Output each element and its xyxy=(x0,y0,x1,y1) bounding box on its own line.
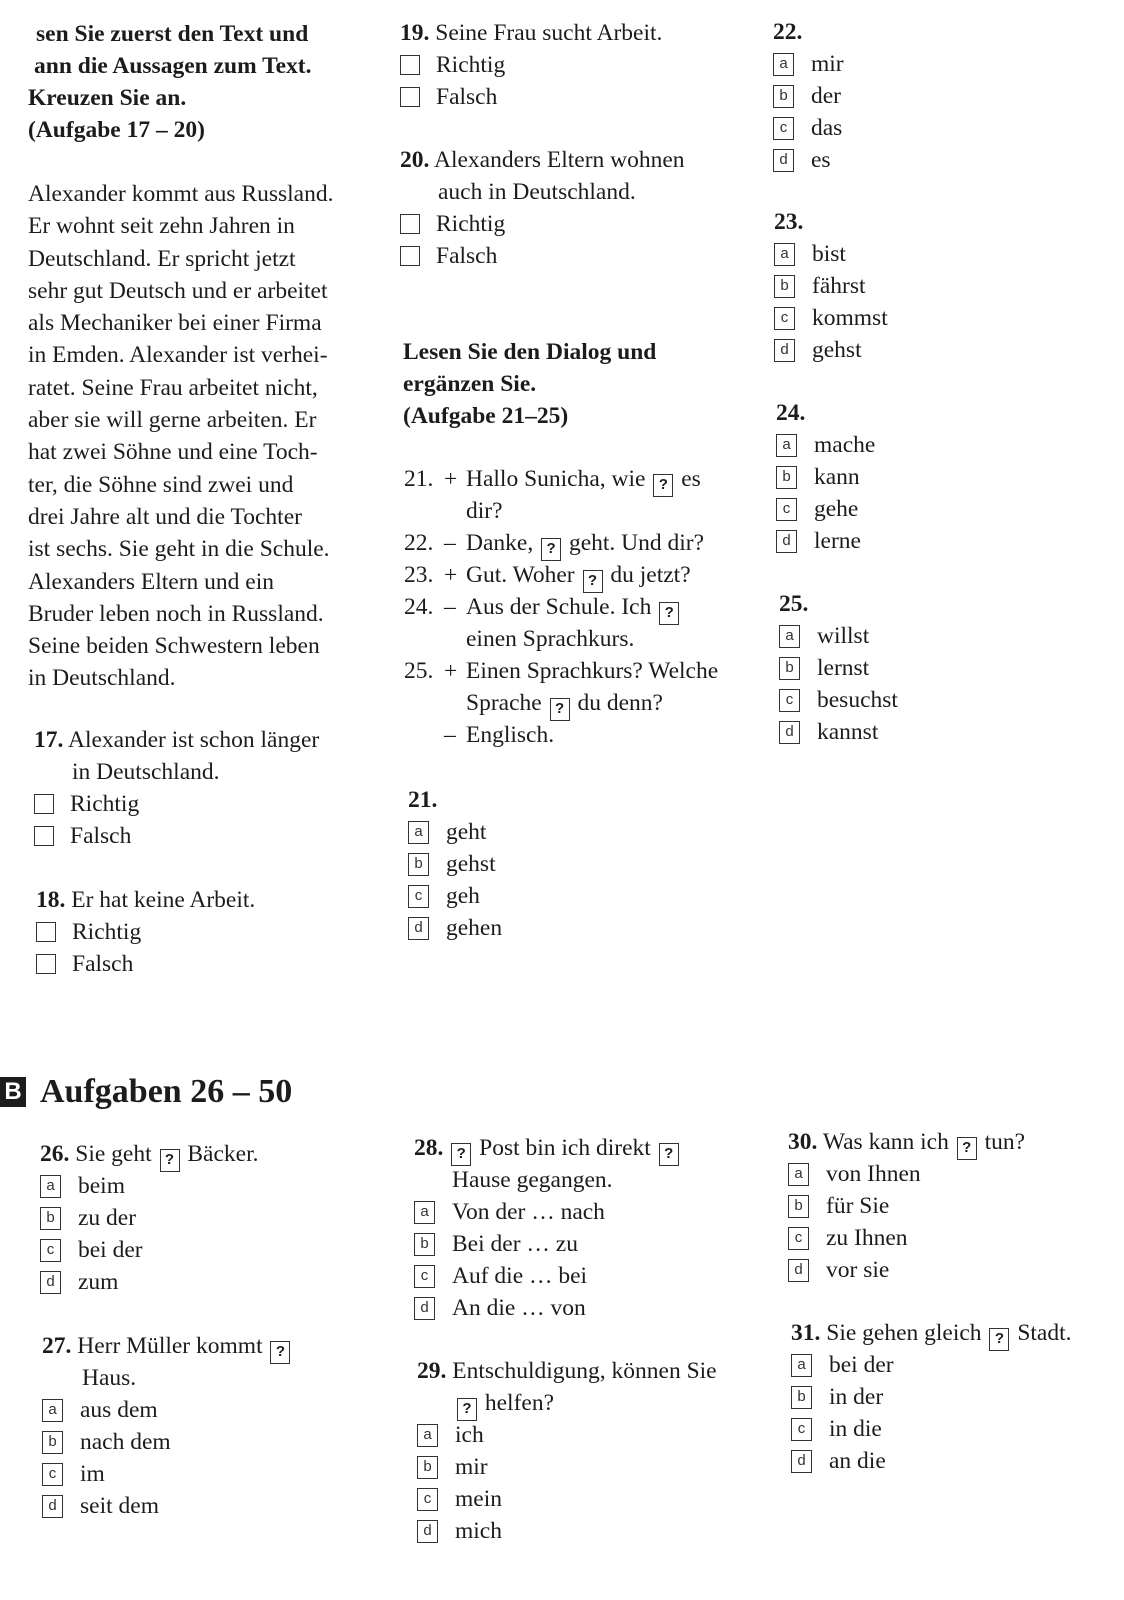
option-text: gehe xyxy=(814,496,859,522)
option-letter-box[interactable]: b xyxy=(774,275,795,298)
option-label: Richtig xyxy=(436,52,506,78)
option-letter-box[interactable]: c xyxy=(42,1463,63,1486)
text-line: Alexanders Eltern und ein xyxy=(28,568,275,595)
instruction-line: Lesen Sie den Dialog und xyxy=(403,339,657,365)
option-text: willst xyxy=(817,623,870,649)
option-text: seit dem xyxy=(80,1493,159,1519)
dialog-text: Hallo Sunicha, wie xyxy=(466,466,646,492)
option-b[interactable] xyxy=(779,652,898,684)
option-a[interactable] xyxy=(408,816,502,848)
question-number: 26. xyxy=(40,1141,70,1167)
text-line: ist sechs. Sie geht in die Schule. xyxy=(28,536,330,563)
checkbox[interactable] xyxy=(400,246,420,266)
option-letter-box[interactable]: b xyxy=(773,85,794,108)
option-letter-box[interactable]: c xyxy=(788,1227,809,1250)
text-line: aber sie will gerne arbeiten. Er xyxy=(28,407,317,434)
option-text: mein xyxy=(455,1486,502,1512)
option-letter-box[interactable]: b xyxy=(408,853,429,876)
question-text: Stadt. xyxy=(1017,1320,1072,1346)
text-line: drei Jahre alt und die Tochter xyxy=(28,503,302,530)
question-text: tun? xyxy=(984,1129,1026,1155)
text-line: als Mechaniker bei einer Firma xyxy=(28,310,322,337)
dialog-sign: + xyxy=(444,658,458,684)
option-letter-box[interactable]: a xyxy=(42,1399,63,1422)
option-richtig[interactable] xyxy=(34,788,319,820)
dialog-text: Gut. Woher xyxy=(466,562,575,588)
text-line: sehr gut Deutsch und er arbeitet xyxy=(28,277,328,304)
gap-box[interactable]: ? xyxy=(989,1328,1009,1351)
option-a[interactable] xyxy=(791,1349,1072,1381)
dialog-sign: – xyxy=(444,594,456,620)
option-text: zu Ihnen xyxy=(826,1225,908,1251)
option-text: in der xyxy=(829,1384,884,1410)
gap-box[interactable]: ? xyxy=(457,1398,477,1421)
option-text: bei der xyxy=(78,1237,143,1263)
option-label: Falsch xyxy=(70,823,132,849)
option-b[interactable] xyxy=(417,1451,717,1483)
text-line: Alexander kommt aus Russland. xyxy=(28,181,334,207)
option-label: Richtig xyxy=(436,211,506,237)
option-text: für Sie xyxy=(826,1193,890,1219)
gap-box[interactable]: ? xyxy=(550,698,570,721)
option-text: zum xyxy=(78,1269,119,1295)
option-label: Falsch xyxy=(72,951,134,977)
dialog-number: 21. xyxy=(404,466,434,492)
option-text: An die … von xyxy=(452,1295,586,1321)
option-d[interactable] xyxy=(773,144,844,176)
dialog-text: es xyxy=(681,466,701,492)
question-number: 25. xyxy=(779,591,809,617)
question-text: Alexanders Eltern wohnen xyxy=(433,147,685,173)
option-letter-box[interactable]: b xyxy=(791,1386,812,1409)
option-letter-box[interactable]: a xyxy=(414,1201,435,1224)
option-c[interactable] xyxy=(773,112,844,144)
text-line: Deutschland. Er spricht jetzt xyxy=(28,245,296,272)
dialog-text: Aus der Schule. Ich xyxy=(466,594,652,620)
question-number: 27. xyxy=(42,1333,72,1359)
dialog-text: Sprache xyxy=(466,690,542,716)
option-letter-box[interactable]: d xyxy=(417,1520,438,1543)
question-number: 17. xyxy=(34,727,64,753)
option-letter-box[interactable]: c xyxy=(414,1265,435,1288)
option-a[interactable] xyxy=(779,620,898,652)
question-text: Sie geht xyxy=(75,1141,152,1167)
option-text: der xyxy=(811,83,842,109)
option-text: geht xyxy=(446,819,487,845)
text-line: in Emden. Alexander ist verhei- xyxy=(28,342,328,369)
checkbox[interactable] xyxy=(400,55,420,75)
dialog-sign: – xyxy=(444,722,456,748)
option-richtig[interactable] xyxy=(400,208,685,240)
option-text: mache xyxy=(814,432,876,458)
question-27 xyxy=(42,1330,292,1522)
option-a[interactable] xyxy=(414,1196,681,1228)
question-18 xyxy=(36,884,255,980)
option-d[interactable] xyxy=(788,1254,1025,1286)
option-letter-box[interactable]: c xyxy=(791,1418,812,1441)
option-text: bist xyxy=(812,241,846,267)
section-b-header xyxy=(0,1073,292,1111)
option-c[interactable] xyxy=(779,684,898,716)
choice-25 xyxy=(779,588,898,748)
text-line: ratet. Seine Frau arbeitet nicht, xyxy=(28,374,318,401)
option-letter-box[interactable]: c xyxy=(40,1239,61,1262)
option-letter-box[interactable]: d xyxy=(773,149,794,172)
dialog-number: 22. xyxy=(404,530,434,556)
option-c[interactable] xyxy=(776,493,875,525)
dialog-number: 24. xyxy=(404,594,434,620)
dialog-text: du jetzt? xyxy=(610,562,691,588)
option-richtig[interactable] xyxy=(36,916,255,948)
option-letter-box[interactable]: d xyxy=(791,1450,812,1473)
option-c[interactable] xyxy=(788,1222,1025,1254)
option-d[interactable] xyxy=(791,1445,1072,1477)
question-17 xyxy=(34,724,319,852)
option-d[interactable] xyxy=(774,334,888,366)
option-text: ich xyxy=(455,1422,484,1448)
option-falsch[interactable] xyxy=(400,240,685,272)
dialog-text: du denn? xyxy=(577,690,663,716)
instruction-line: ann die Aussagen zum Text. xyxy=(34,53,312,79)
question-30 xyxy=(788,1126,1025,1286)
text-line: ter, die Söhne sind zwei und xyxy=(28,471,294,498)
gap-box[interactable]: ? xyxy=(583,570,603,593)
option-letter-box[interactable]: c xyxy=(417,1488,438,1511)
question-number: 31. xyxy=(791,1320,821,1346)
question-text: Sie gehen gleich xyxy=(826,1320,982,1346)
option-text: nach dem xyxy=(80,1429,171,1455)
option-text: Bei der … zu xyxy=(452,1231,578,1257)
dialog-line-21 xyxy=(404,463,718,495)
option-text: aus dem xyxy=(80,1397,158,1423)
question-number: 18. xyxy=(36,887,66,913)
option-text: fährst xyxy=(812,273,866,299)
option-b[interactable] xyxy=(774,270,888,302)
option-letter-box[interactable]: a xyxy=(774,243,795,266)
choice-23 xyxy=(774,206,888,366)
question-number: 24. xyxy=(776,400,806,426)
question-number: 22. xyxy=(773,19,803,45)
dialog-sign: + xyxy=(444,466,458,492)
option-d[interactable] xyxy=(40,1266,259,1298)
option-letter-box[interactable]: a xyxy=(779,625,800,648)
option-b[interactable] xyxy=(414,1228,681,1260)
option-label: Richtig xyxy=(70,791,140,817)
option-letter-box[interactable]: c xyxy=(779,689,800,712)
option-letter-box[interactable]: a xyxy=(40,1175,61,1198)
text-line: hat zwei Söhne und eine Toch- xyxy=(28,439,318,466)
option-text: beim xyxy=(78,1173,125,1199)
question-text: helfen? xyxy=(484,1390,555,1416)
option-letter-box[interactable]: c xyxy=(773,117,794,140)
option-letter-box[interactable]: c xyxy=(776,498,797,521)
option-d[interactable] xyxy=(417,1515,717,1547)
option-text: an die xyxy=(829,1448,886,1474)
gap-box[interactable]: ? xyxy=(541,538,561,561)
question-text: auch in Deutschland. xyxy=(438,179,636,205)
question-number: 20. xyxy=(400,147,430,173)
option-b[interactable] xyxy=(776,461,875,493)
checkbox[interactable] xyxy=(34,826,54,846)
option-text: in die xyxy=(829,1416,882,1442)
option-text: kann xyxy=(814,464,860,490)
option-d[interactable] xyxy=(776,525,875,557)
option-b[interactable] xyxy=(773,80,844,112)
option-letter-box[interactable]: b xyxy=(788,1195,809,1218)
option-c[interactable] xyxy=(42,1458,292,1490)
dialog-text: Englisch. xyxy=(466,722,555,748)
checkbox[interactable] xyxy=(400,87,420,107)
question-28 xyxy=(414,1132,681,1324)
checkbox[interactable] xyxy=(36,954,56,974)
option-letter-box[interactable]: a xyxy=(791,1354,812,1377)
question-text: in Deutschland. xyxy=(72,759,220,785)
option-text: bei der xyxy=(829,1352,894,1378)
option-d[interactable] xyxy=(414,1292,681,1324)
gap-box[interactable]: ? xyxy=(270,1341,290,1364)
option-text: kommst xyxy=(812,305,888,331)
question-number: 30. xyxy=(788,1129,818,1155)
option-label: Richtig xyxy=(72,919,142,945)
question-20 xyxy=(400,144,685,272)
dialog-number: 23. xyxy=(404,562,434,588)
question-26 xyxy=(40,1138,259,1298)
option-letter-box[interactable]: b xyxy=(414,1233,435,1256)
option-text: zu der xyxy=(78,1205,137,1231)
option-text: vor sie xyxy=(826,1257,890,1283)
dialog-text: einen Sprachkurs. xyxy=(466,626,635,652)
question-text: Was kann ich xyxy=(822,1129,949,1155)
option-d[interactable] xyxy=(779,716,898,748)
option-letter-box[interactable]: b xyxy=(776,466,797,489)
text-line: Er wohnt seit zehn Jahren in xyxy=(28,213,295,240)
question-text: Hause gegangen. xyxy=(452,1167,613,1193)
option-letter-box[interactable]: b xyxy=(779,657,800,680)
option-b[interactable] xyxy=(408,848,502,880)
option-falsch[interactable] xyxy=(400,81,662,113)
option-text: das xyxy=(811,115,843,141)
option-text: lernst xyxy=(817,655,870,681)
dialog-sign: + xyxy=(444,562,458,588)
option-a[interactable] xyxy=(776,429,875,461)
option-a[interactable] xyxy=(773,48,844,80)
option-letter-box[interactable]: b xyxy=(40,1207,61,1230)
dialog-line-23 xyxy=(404,559,718,591)
checkbox[interactable] xyxy=(36,922,56,942)
question-text: Alexander ist schon länger xyxy=(67,727,320,753)
option-text: besuchst xyxy=(817,687,898,713)
question-number: 28. xyxy=(414,1135,444,1161)
text-line: Bruder leben noch in Russland. xyxy=(28,600,324,627)
dialog-line-22 xyxy=(404,527,718,559)
question-text: Bäcker. xyxy=(187,1141,259,1167)
option-letter-box[interactable]: d xyxy=(788,1259,809,1282)
question-number: 21. xyxy=(408,787,438,813)
option-text: gehen xyxy=(446,915,503,941)
checkbox[interactable] xyxy=(400,214,420,234)
option-letter-box[interactable]: c xyxy=(408,885,429,908)
option-falsch[interactable] xyxy=(34,820,319,852)
question-text: Er hat keine Arbeit. xyxy=(71,887,256,913)
checkbox[interactable] xyxy=(34,794,54,814)
option-b[interactable] xyxy=(788,1190,1025,1222)
option-text: es xyxy=(811,147,831,173)
dialog-line-24 xyxy=(404,591,718,623)
question-text: Post bin ich direkt xyxy=(479,1135,651,1161)
option-text: mir xyxy=(811,51,844,77)
option-falsch[interactable] xyxy=(36,948,255,980)
dialog-instruction xyxy=(403,336,656,432)
option-letter-box[interactable]: a xyxy=(776,434,797,457)
option-c[interactable] xyxy=(774,302,888,334)
option-c[interactable] xyxy=(414,1260,681,1292)
gap-box[interactable]: ? xyxy=(659,602,679,625)
option-a[interactable] xyxy=(774,238,888,270)
option-letter-box[interactable]: d xyxy=(40,1271,61,1294)
reading-instruction xyxy=(28,18,312,146)
dialog-text: Einen Sprachkurs? Welche xyxy=(466,658,719,684)
option-letter-box[interactable]: d xyxy=(408,917,429,940)
instruction-line: Kreuzen Sie an. xyxy=(28,85,187,111)
option-text: gehst xyxy=(812,337,862,363)
option-c[interactable] xyxy=(40,1234,259,1266)
option-c[interactable] xyxy=(791,1413,1072,1445)
reading-text xyxy=(28,178,333,695)
dialog xyxy=(404,463,718,751)
instruction-line: (Aufgabe 17 – 20) xyxy=(28,117,205,143)
option-label: Falsch xyxy=(436,84,498,110)
option-text: mich xyxy=(455,1518,502,1544)
option-letter-box[interactable]: d xyxy=(779,721,800,744)
option-letter-box[interactable]: b xyxy=(417,1456,438,1479)
option-a[interactable] xyxy=(417,1419,717,1451)
option-label: Falsch xyxy=(436,243,498,269)
text-line: Seine beiden Schwestern leben xyxy=(28,633,320,660)
question-19 xyxy=(400,17,662,113)
question-number: 29. xyxy=(417,1358,447,1384)
option-b[interactable] xyxy=(42,1426,292,1458)
option-d[interactable] xyxy=(408,912,502,944)
option-text: lerne xyxy=(814,528,861,554)
option-letter-box[interactable]: d xyxy=(776,530,797,553)
option-b[interactable] xyxy=(791,1381,1072,1413)
dialog-number: 25. xyxy=(404,658,434,684)
option-b[interactable] xyxy=(40,1202,259,1234)
option-a[interactable] xyxy=(40,1170,259,1202)
instruction-line: (Aufgabe 21–25) xyxy=(403,403,569,429)
question-29 xyxy=(417,1355,717,1547)
option-text: gehst xyxy=(446,851,496,877)
option-c[interactable] xyxy=(408,880,502,912)
dialog-text: geht. Und dir? xyxy=(568,530,705,556)
text-line: in Deutschland. xyxy=(28,665,176,692)
dialog-line-25 xyxy=(404,655,718,687)
option-letter-box[interactable]: c xyxy=(774,307,795,330)
dialog-line-25-cont xyxy=(404,687,718,719)
option-c[interactable] xyxy=(417,1483,717,1515)
choice-21 xyxy=(408,784,502,944)
question-31 xyxy=(791,1317,1072,1477)
gap-box[interactable]: ? xyxy=(160,1149,180,1172)
question-text: Haus. xyxy=(82,1365,137,1391)
option-text: mir xyxy=(455,1454,488,1480)
question-text: Herr Müller kommt xyxy=(77,1333,263,1359)
option-text: im xyxy=(80,1461,105,1487)
instruction-line: sen Sie zuerst den Text und xyxy=(36,21,309,47)
option-a[interactable] xyxy=(42,1394,292,1426)
gap-box[interactable]: ? xyxy=(957,1137,977,1160)
question-number: 19. xyxy=(400,20,430,46)
dialog-text: Danke, xyxy=(466,530,534,556)
option-text: geh xyxy=(446,883,480,909)
choice-24 xyxy=(776,397,875,557)
option-text: von Ihnen xyxy=(826,1161,921,1187)
option-text: kannst xyxy=(817,719,879,745)
instruction-line: ergänzen Sie. xyxy=(403,371,537,397)
option-a[interactable] xyxy=(788,1158,1025,1190)
option-letter-box[interactable]: d xyxy=(414,1297,435,1320)
option-richtig[interactable] xyxy=(400,49,662,81)
option-letter-box[interactable]: b xyxy=(42,1431,63,1454)
gap-box[interactable]: ? xyxy=(659,1143,679,1166)
option-letter-box[interactable]: a xyxy=(408,821,429,844)
dialog-sign: – xyxy=(444,530,456,556)
option-letter-box[interactable]: a xyxy=(417,1424,438,1447)
section-badge: B xyxy=(0,1077,26,1107)
question-number: 23. xyxy=(774,209,804,235)
gap-box[interactable]: ? xyxy=(451,1143,471,1166)
choice-22 xyxy=(773,16,844,176)
option-d[interactable] xyxy=(42,1490,292,1522)
option-letter-box[interactable]: a xyxy=(788,1163,809,1186)
option-letter-box[interactable]: d xyxy=(774,339,795,362)
gap-box[interactable]: ? xyxy=(653,474,673,497)
question-text: Entschuldigung, können Sie xyxy=(452,1358,717,1384)
section-title: Aufgaben 26 – 50 xyxy=(40,1073,293,1110)
dialog-text: dir? xyxy=(466,498,503,524)
option-text: Auf die … bei xyxy=(452,1263,588,1289)
question-text: Seine Frau sucht Arbeit. xyxy=(435,20,663,46)
option-text: Von der … nach xyxy=(452,1199,605,1225)
option-letter-box[interactable]: d xyxy=(42,1495,63,1518)
option-letter-box[interactable]: a xyxy=(773,53,794,76)
